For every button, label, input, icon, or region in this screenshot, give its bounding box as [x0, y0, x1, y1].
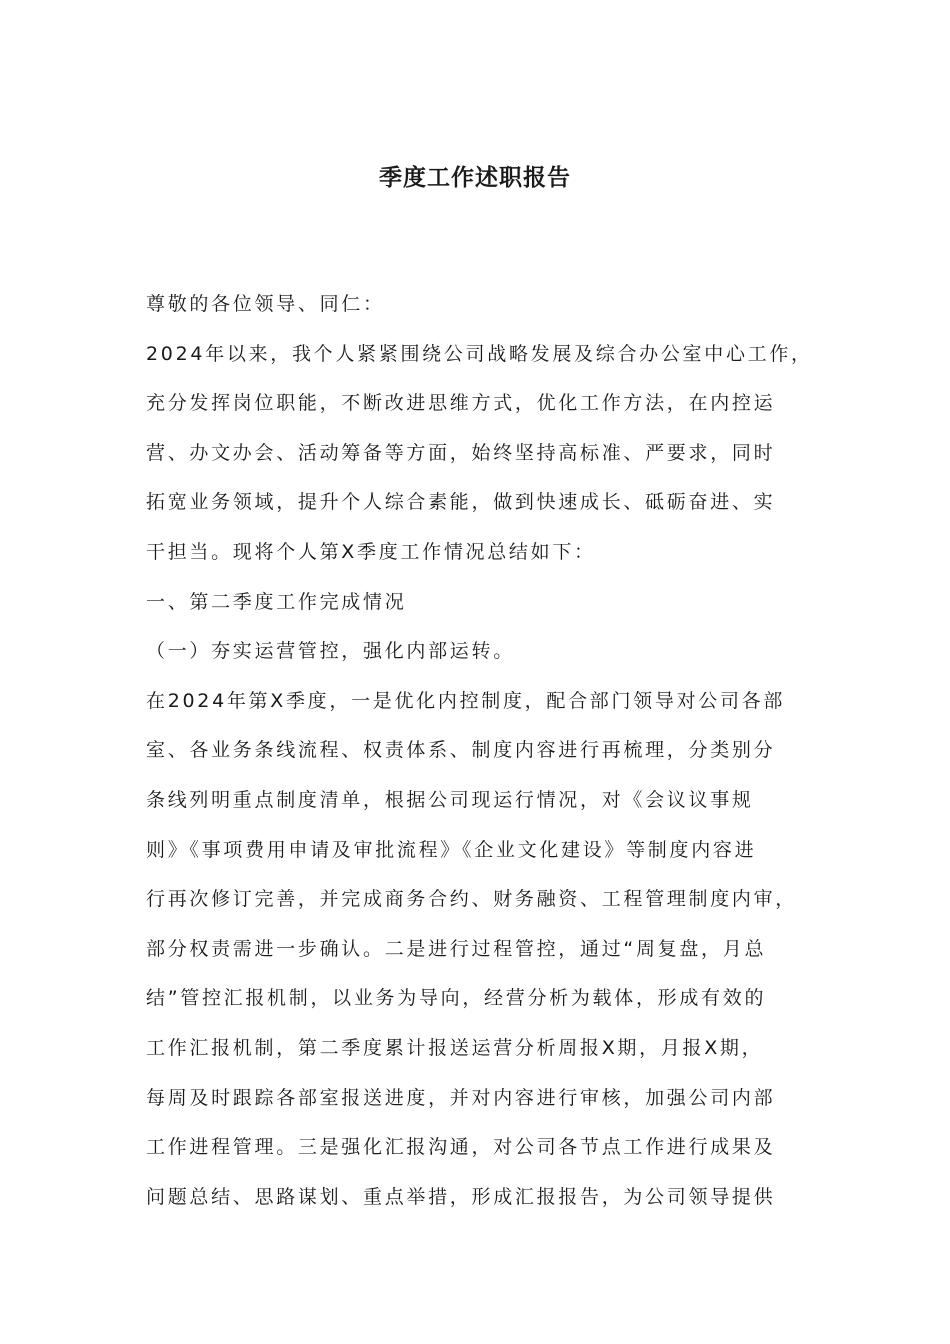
body-line: 充分发挥岗位职能，不断改进思维方式，优化工作方法，在内控运	[146, 392, 776, 415]
body-line: 工作汇报机制，第二季度累计报送运营分析周报X期，月报X期，	[146, 1036, 764, 1059]
document-body	[146, 280, 826, 1222]
body-line: 结”管控汇报机制，以业务为导向，经营分析为载体，形成有效的	[146, 987, 767, 1010]
section-heading: 一、第二季度工作完成情况	[146, 590, 407, 613]
body-line: 在2024年第X季度，一是优化内控制度，配合部门领导对公司各部	[146, 689, 786, 712]
body-line: 营、办文办会、活动筹备等方面，始终坚持高标准、严要求，同时	[146, 441, 776, 464]
subsection-heading: （一）夯实运营管控，强化内部运转。	[146, 640, 515, 663]
body-line: 每周及时跟踪各部室报送进度，并对内容进行审核，加强公司内部	[146, 1086, 776, 1109]
body-line: 则》《事项费用申请及审批流程》《企业文化建设》等制度内容进	[146, 838, 757, 861]
body-line: 行再次修订完善，并完成商务合约、财务融资、工程管理制度内审，	[146, 888, 798, 911]
body-line: 问题总结、思路谋划、重点举措，形成汇报报告，为公司领导提供	[146, 1185, 776, 1208]
body-line: 条线列明重点制度清单，根据公司现运行情况，对《会议议事规	[146, 788, 754, 811]
document-title: 季度工作述职报告	[379, 164, 571, 191]
body-line: 部分权责需进一步确认。二是进行过程管控，通过“周复盘，月总	[146, 937, 767, 960]
body-line: 干担当。现将个人第X季度工作情况总结如下：	[146, 540, 596, 563]
body-line: 工作进程管理。三是强化汇报沟通，对公司各节点工作进行成果及	[146, 1136, 776, 1159]
body-line: 拓宽业务领域，提升个人综合素能，做到快速成长、砥砺奋进、实	[146, 491, 776, 514]
body-line: 2024年以来，我个人紧紧围绕公司战略发展及综合办公室中心工作，	[146, 342, 813, 365]
body-line: 室、各业务条线流程、权责体系、制度内容进行再梳理，分类别分	[146, 739, 776, 762]
salutation-line: 尊敬的各位领导、同仁：	[146, 293, 385, 315]
